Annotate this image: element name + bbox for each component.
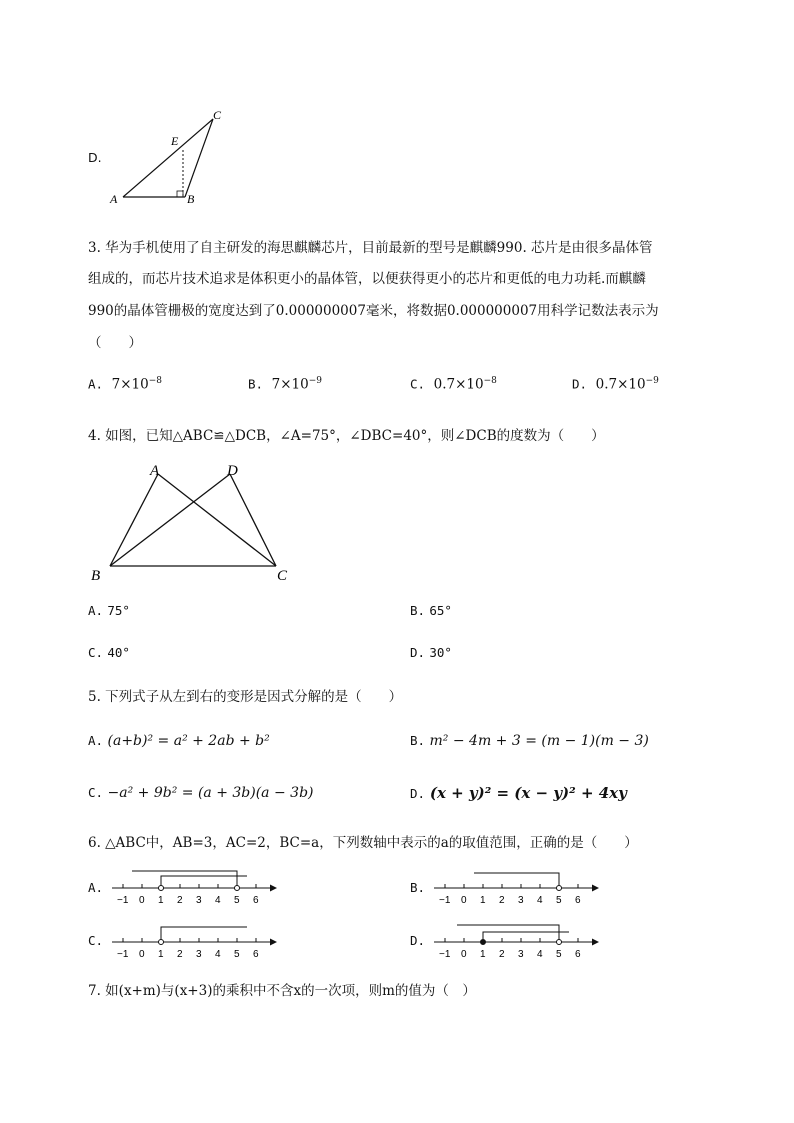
option-label: A. [88,603,104,618]
option-base: 0.7×10 [595,376,646,393]
option-text: 65° [429,603,452,618]
tick-label: 4 [215,949,221,960]
tick-label: −1 [439,949,451,960]
option-text: m² − 4m + 3 = (m − 1)(m − 3) [429,733,649,749]
q6-option-c-label[interactable]: C. [88,933,104,948]
q4-stem: 4. 如图，已知△ABC≌△DCB，∠A=75°，∠DBC=40°，则∠DCB的度数为（ ） [88,428,605,444]
option-base: 7×10 [271,376,309,393]
tick-label: 3 [196,895,202,906]
q3-stem-line3: 990的晶体管栅极的宽度达到了0.000000007毫米，将数据0.000000007用科学记数法表示为 [88,303,659,319]
option-base: 7×10 [111,376,149,393]
option-exponent: −8 [483,376,497,386]
tick-label: 2 [499,949,505,960]
q2-option-d-label[interactable]: D. [88,150,102,165]
option-label: D. [572,376,588,392]
tick-label: 5 [234,949,240,960]
q6-option-a-number-line [110,868,280,908]
tick-label: 0 [461,895,467,906]
q3-option-a[interactable] [88,376,162,393]
tick-label: 0 [139,949,145,960]
tick-label: 0 [461,949,467,960]
q5-stem: 5. 下列式子从左到右的变形是因式分解的是（ ） [88,689,403,705]
q4-label-c: C [277,568,288,584]
option-label: A. [88,376,104,392]
tick-label: 1 [480,895,486,906]
tick-label: 4 [215,895,221,906]
option-exponent: −8 [148,376,163,386]
option-text: (x + y)² = (x − y)² + 4xy [429,784,627,802]
q4-option-c[interactable] [88,645,130,661]
option-text: 40° [107,645,130,660]
q5-option-c[interactable] [88,785,314,801]
q3-stem-line4: （ ） [88,335,142,351]
tick-label: 3 [518,895,524,906]
tick-label: 6 [575,895,581,906]
q4-label-a: A [150,463,160,479]
q4-option-d[interactable] [410,645,452,661]
tick-label: 4 [537,949,543,960]
q5-option-b[interactable] [410,733,649,749]
option-label: B. [410,603,426,618]
tick-label: 3 [196,949,202,960]
q6-option-b-number-line [432,868,602,908]
option-text: (a+b)² = a² + 2ab + b² [107,733,270,749]
q2-label-b: B [187,192,195,206]
tick-label: 1 [480,949,486,960]
q3-option-d[interactable] [572,376,659,393]
q2-triangle-figure [105,105,235,210]
option-label: D. [410,645,426,660]
tick-label: 5 [234,895,240,906]
option-label: B. [248,376,264,392]
q2-label-a: A [110,192,118,206]
option-label: B. [410,733,426,748]
tick-label: 5 [556,895,562,906]
q6-stem: 6. △ABC中，AB=3，AC=2，BC=a，下列数轴中表示的a的取值范围，正确的是（ ） [88,835,638,851]
tick-label: 2 [499,895,505,906]
q6-option-a-label[interactable]: A. [88,880,104,895]
option-exponent: −9 [308,376,323,386]
option-text: −a² + 9b² = (a + 3b)(a − 3b) [107,785,314,801]
q3-stem-line2: 组成的，而芯片技术追求是体积更小的晶体管，以便获得更小的芯片和更低的电力功耗.而麒麟 [88,271,646,287]
q6-option-d-number-line [432,922,602,962]
option-base: 0.7×10 [433,376,484,393]
tick-label: 6 [575,949,581,960]
q2-label-c: C [213,108,222,122]
q4-option-a[interactable] [88,603,130,619]
q5-option-d[interactable] [410,784,627,802]
q6-option-b-label[interactable]: B. [410,880,426,895]
option-label: D. [410,786,426,801]
tick-label: −1 [117,949,129,960]
tick-label: 5 [556,949,562,960]
q7-stem: 7. 如(x+m)与(x+3)的乘积中不含x的一次项，则m的值为（ ） [88,983,476,999]
tick-label: −1 [117,895,129,906]
tick-label: 0 [139,895,145,906]
option-exponent: −9 [645,376,659,386]
tick-label: 2 [177,895,183,906]
tick-label: −1 [439,895,451,906]
q2-label-e: E [171,134,179,148]
q3-option-c[interactable] [410,376,497,393]
q6-option-d-label[interactable]: D. [410,933,426,948]
option-text: 30° [429,645,452,660]
tick-label: 2 [177,949,183,960]
q4-label-d: D [227,463,238,479]
q4-triangle-figure [88,458,298,586]
q3-stem-line1: 3. 华为手机使用了自主研发的海思麒麟芯片，目前最新的型号是麒麟990. 芯片是由很多晶体管 [88,240,653,256]
q4-label-b: B [91,568,101,584]
option-label: C. [410,376,426,392]
tick-label: 6 [253,949,259,960]
option-label: C. [88,785,104,800]
q3-option-b[interactable] [248,376,322,393]
option-label: C. [88,645,104,660]
q5-option-a[interactable] [88,733,270,749]
tick-label: 1 [158,895,164,906]
tick-label: 4 [537,895,543,906]
q4-option-b[interactable] [410,603,452,619]
tick-label: 6 [253,895,259,906]
option-label: A. [88,733,104,748]
tick-label: 1 [158,949,164,960]
tick-label: 3 [518,949,524,960]
q6-option-c-number-line [110,922,280,962]
option-text: 75° [107,603,130,618]
